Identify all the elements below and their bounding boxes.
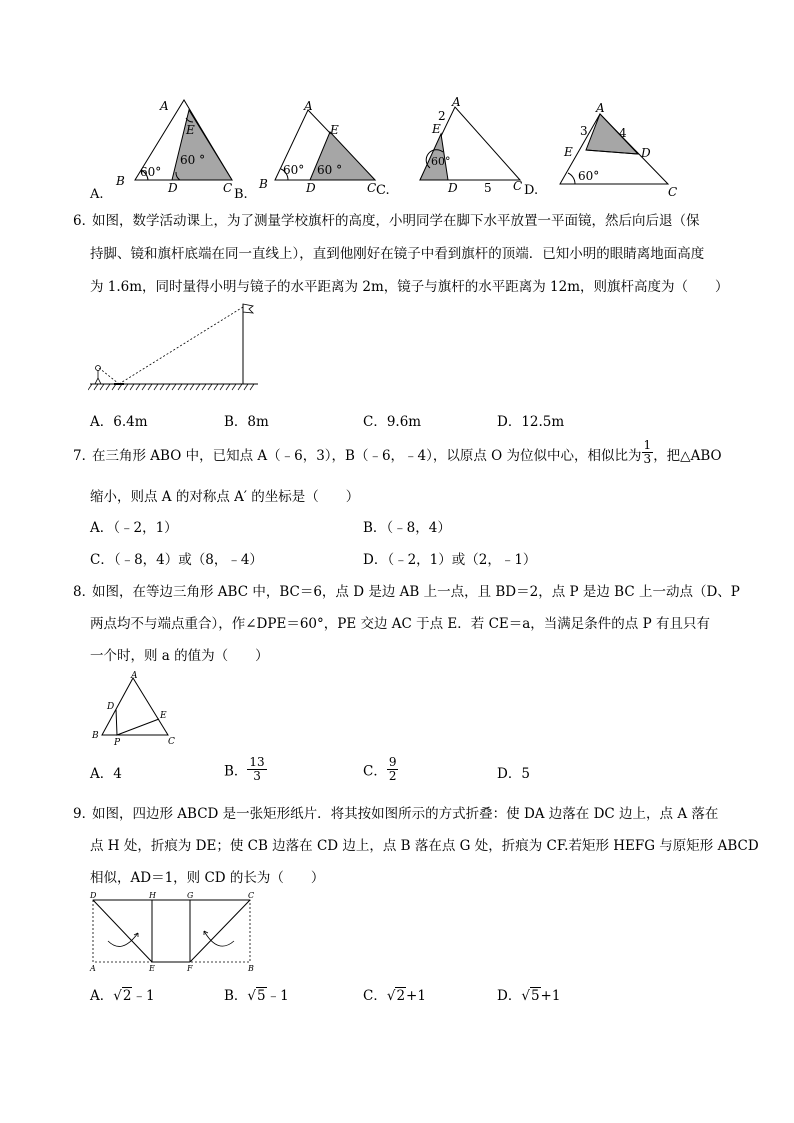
svg-text:E: E xyxy=(564,145,573,159)
svg-text:A: A xyxy=(596,101,605,115)
svg-text:D: D xyxy=(107,702,115,712)
svg-text:E: E xyxy=(330,123,339,137)
q9-line-2: 点 H 处，折痕为 DE；使 CB 边落在 CD 边上，点 B 落在点 G 处，折痕为 CF.若矩形 HEFG 与原矩形 ABCD xyxy=(90,838,759,854)
svg-text:P: P xyxy=(114,738,121,748)
q6-line-2: 持脚、镜和旗杆底端在同一直线上），直到他刚好在镜子中看到旗杆的顶端．已知小明的眼睛离地面高度 xyxy=(90,246,705,262)
svg-text:A: A xyxy=(452,95,461,109)
q7-ratio-fraction: $\frac{1}{3}$ xyxy=(643,438,652,466)
q7-option-d[interactable]: D．（﹣2，1）或（2，﹣1） xyxy=(363,552,537,568)
svg-text:60°: 60° xyxy=(431,155,451,168)
q8-option-d[interactable]: D．5 xyxy=(497,766,530,782)
q5-label-b: B. xyxy=(234,187,248,202)
q7-option-c[interactable]: C．（﹣8，4）或（8，﹣4） xyxy=(90,552,263,568)
q8-option-b[interactable]: B． $\frac{13}{3}$ xyxy=(224,755,265,783)
svg-text:D: D xyxy=(641,146,651,160)
q5-figures xyxy=(80,92,700,202)
q5-fig-d xyxy=(560,101,677,199)
svg-text:E: E xyxy=(432,122,441,136)
svg-text:4: 4 xyxy=(619,126,627,140)
q5a-D: D xyxy=(168,181,178,195)
svg-text:D: D xyxy=(90,891,97,900)
svg-text:C: C xyxy=(248,891,255,900)
q5a-angle-d: 60 ° xyxy=(180,153,206,167)
svg-text:C: C xyxy=(513,179,523,193)
q5-fig-a xyxy=(115,99,232,195)
q9-figure xyxy=(86,889,266,975)
q5-fig-b xyxy=(258,99,376,195)
svg-text:A: A xyxy=(131,671,138,681)
svg-text:C: C xyxy=(367,181,377,195)
svg-text:F: F xyxy=(187,964,193,973)
q6-option-b[interactable]: B．8m xyxy=(224,414,269,430)
svg-text:A: A xyxy=(304,99,313,113)
svg-text:3: 3 xyxy=(580,124,588,138)
svg-text:H: H xyxy=(149,891,156,900)
q6-option-d[interactable]: D．12.5m xyxy=(497,414,565,430)
q5a-E: E xyxy=(186,123,195,137)
svg-text:B: B xyxy=(248,964,254,973)
svg-text:5: 5 xyxy=(484,181,492,195)
q9-line-1: 如图，四边形 ABCD 是一张矩形纸片．将其按如图所示的方式折叠：使 DA 边落在 DC 边上，点 A 落在 xyxy=(92,806,719,822)
q9-number: 9． xyxy=(73,806,96,822)
svg-text:60 °: 60 ° xyxy=(317,163,343,177)
q7-line-1: 在三角形 ABO 中，已知点 A（﹣6，3），B（﹣6，﹣4），以原点 O 为位似中心，相似比为 $\frac{1}{3}$ ，把△ABO xyxy=(92,438,722,466)
svg-text:C: C xyxy=(168,737,175,747)
q6-number: 6． xyxy=(73,213,96,229)
q8-line-1: 如图，在等边三角形 ABC 中，BC＝6，点 D 是边 AB 上一点，且 BD＝2，点 P 是边 BC 上一动点（D、P xyxy=(92,584,740,600)
q7-option-a[interactable]: A．（﹣2，1） xyxy=(90,520,178,536)
svg-text:E: E xyxy=(149,964,155,973)
q5a-B: B xyxy=(116,174,125,188)
svg-text:A: A xyxy=(90,964,96,973)
svg-text:60°: 60° xyxy=(578,169,600,183)
q9-option-c[interactable]: C．√2+1 xyxy=(363,988,426,1004)
q7-number: 7． xyxy=(73,448,96,464)
q7-line-2: 缩小，则点 A 的对称点 A′ 的坐标是（ ） xyxy=(90,489,360,505)
q5a-C: C xyxy=(223,181,233,195)
q9-line-3: 相似，AD＝1，则 CD 的长为（ ） xyxy=(90,870,325,886)
q6-option-a[interactable]: A．6.4m xyxy=(90,414,148,430)
svg-text:60°: 60° xyxy=(283,163,305,177)
q6-line-3: 为 1.6m，同时量得小明与镜子的水平距离为 2m，镜子与旗杆的水平距离为 12m，则旗杆高度为（ ） xyxy=(90,279,729,295)
q9-option-a[interactable]: A．√2﹣1 xyxy=(90,988,155,1004)
q6-line-1: 如图，数学活动课上，为了测量学校旗杆的高度，小明同学在脚下水平放置一平面镜，然后向后退（保 xyxy=(92,213,700,229)
svg-text:2: 2 xyxy=(438,109,446,123)
q8-option-c[interactable]: C． $\frac{9}{2}$ xyxy=(363,755,397,783)
q8-option-a[interactable]: A．4 xyxy=(90,766,122,782)
svg-text:G: G xyxy=(187,891,194,900)
q8-line-3: 一个时，则 a 的值为（ ） xyxy=(90,648,269,664)
svg-text:D: D xyxy=(306,181,316,195)
svg-text:B: B xyxy=(92,731,99,741)
q9-option-d[interactable]: D．√5+1 xyxy=(497,988,561,1004)
q6-figure xyxy=(88,300,268,395)
q5a-A: A xyxy=(160,99,169,113)
q8-figure xyxy=(88,668,188,750)
svg-text:E: E xyxy=(160,711,167,721)
q5-label-d: D. xyxy=(524,183,539,198)
q5-fig-c xyxy=(420,95,522,195)
q5a-angle-b: 60° xyxy=(140,165,162,179)
q8-number: 8． xyxy=(73,584,96,600)
svg-text:B: B xyxy=(259,177,268,191)
q7-option-b[interactable]: B．（﹣8，4） xyxy=(363,520,451,536)
q5-label-c: C. xyxy=(376,183,390,198)
q5-label-a: A. xyxy=(90,187,104,202)
svg-text:C: C xyxy=(668,185,678,199)
q8-line-2: 两点均不与端点重合），作∠DPE＝60°，PE 交边 AC 于点 E．若 CE＝a，当满足条件的点 P 有且只有 xyxy=(90,616,710,632)
q9-option-b[interactable]: B．√5﹣1 xyxy=(224,988,289,1004)
q6-option-c[interactable]: C．9.6m xyxy=(363,414,422,430)
svg-text:D: D xyxy=(448,181,458,195)
